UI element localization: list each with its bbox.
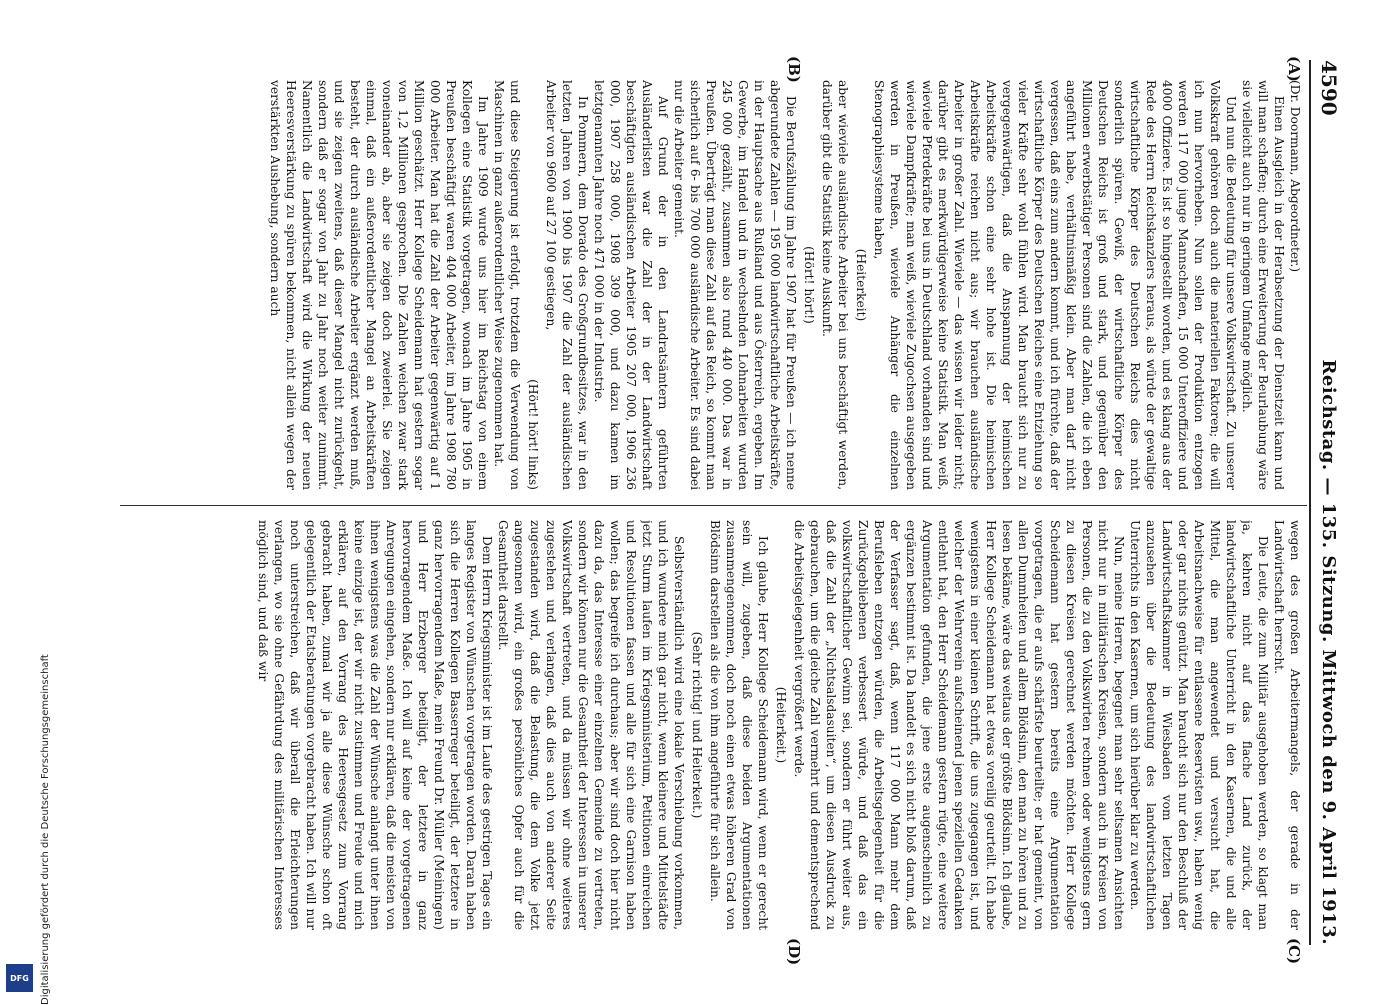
sidebar-credit-text: Digitalisierung gefördert durch die Deutsche Forschungsgemeinschaft [40, 654, 51, 1005]
paragraph: Nun, meine Herren, begegnet man sehr seltsamen Ansichten nicht nur in militärischen Kreisen, sondern auch in Kreisen von Personen, die zu den Volkswirten rechnen oder wenigstens gern zu diesen Kreisen gerechnet werden möchten. Herr Kollege Scheidemann hat gestern bereits eine Argumentation vorgetragen, die er aufs schärfste beurteilte; er hat gemeint, von allen Dummheiten und allem Blödsinn, den man zu hören und zu lesen bekäme, wäre das weitaus der größte Blödsinn. Ich glaube, Herr Kollege Scheidemann hat etwas voreilig geurteilt. Ich habe wenigstens in einer kleinen Schrift, die uns zugegangen ist, und welcher der Wehrverein aufscheinend jenen speziellen Gedanken entlehnt hat, den Herr Scheidemann gestern rügte, eine weitere Argumentation gefunden, die jene erste augenscheinlich zu ergänzen bestimmt ist. Da handelt es sich nicht bloß darum, daß der Verfasser sagt, daß, wenn 117 000 Mann mehr dem Berufsleben entzogen würden, die Arbeitsgelegenheit für die Zurückgebliebenen verbessert würde, und daß das ein volkswirtschaftlicher Gewinn sei, sondern er führt weiter aus, daß die Zahl der „Nichtsalsdasuiten“, um diesen Ausdruck zu gebrauchen, um die gleiche Zahl vermehrt und dementsprechend die Arbeitsgelegenheit vergrößert werde. [792, 520, 1126, 930]
paragraph: aber wieviele ausländische Arbeiter bei uns beschäftigt werden, darüber gibt die Statistik keine Auskunft. [820, 80, 850, 490]
paragraph: Die Leute, die zum Militär ausgehoben werden, so klagt man ja, kehren nicht auf das flache Land zurück, der landwirtschaftliche Unterricht in den Kasernen, die und alle Mittel, die man angewendet und versucht hat, die Arbeitsnachweise für entlassene Reservisten usw., haben wenig oder gar nichts genützt. Man braucht sich nur den Beschluß der Landwirtschaftskammer in Wiesbaden vom letzten Tagen anzusehen über die Bedeutung des landwirtschaftlichen Unterrichts in den Kasernen, um sich hierüber klar zu werden. [1128, 520, 1270, 930]
interjection: (Heiterkeit.) [774, 686, 788, 764]
right-column [120, 520, 1303, 930]
paragraph: Selbstverständlich wird eine lokale Verschiebung vorkommen, und ich wundere mich gar nicht, wenn kleinere und Mittelstädte jetzt Sturm laufen im Kriegsministerium, Petitionen einreichen und Resolutionen fassen und alle für sich eine Garnison haben wollen; das begreife ich durchaus; aber wir sind doch hier nicht dazu da, das Interesse einer einzelnen Gemeinde zu vertreten, sondern wir können nur die Gesamtheit der Interessen in unserer Volkswirtschaft vertreten, und da müssen wir ohne weiteres zugestehen und verlangen, daß dies auch von anderer Seite zugestanden wird, daß die Belastung, die dem Volke jetzt angesonnen wird, ein großes persönliches Opfer auch für die Gesamtheit darstellt. [496, 520, 686, 930]
paragraph: Und nun die Bedeutung für unsere Volkswirtschaft. Zu unserer Volkskraft gehören doch auch die materiellen Faktoren; die will ich nun hervorheben. Nun sollen der Produktion entzogen werden 117 000 junge Mannschaften, 15 000 Unteroffiziere und 4000 Offiziere. Es ist so hingestellt worden, und es klang aus der Rede des Herrn Reichskanzlers heraus, als würde der gewaltige wirtschaftliche Körper des Deutschen Reichs dies nicht sonderlich spüren. Gewiß, der wirtschaftliche Körper des Deutschen Reichs ist groß und stark, und gegenüber den Millionen erwerbstätiger Personen sind die Zahlen, die ich eben angeführt habe, verhältnismäßig klein. Aber man darf nicht vergessen, daß eins zum andern kommt, und ich fürchte, daß der wirtschaftliche Körper des Deutschen Reiches eine Entziehung so vieler Kräfte sehr wohl fühlen wird. Man braucht sich nur zu vergegenwärtigen, daß die Anspannung der heimischen Arbeitskräfte schon eine sehr hohe ist. Die heimischen Arbeitskräfte reichen nicht aus; wir brauchen ausländische Arbeiter in großer Zahl. Wieviele — das wissen wir leider nicht; darüber gibt es merkwürdigerweise keine Statistik. Man weiß, wieviele Pferdekräfte bei uns in Deutschland vorhanden sind und wieviele Dampfkräfte; man weiß, wieviele Zugochsen ausgegeben werden in Preußen, wieviele Anhänger die einzelnen Stenographiesysteme haben, [872, 80, 1238, 490]
paragraph: Dem Herrn Kriegsminister ist im Laufe des gestrigen Tages ein langes Register von Wünschen vorgetragen worden. Daran haben sich die Herren Kollegen Basserreger beteiligt, der letztere in ganz hervorragendem Maße, mein Freund Dr. Müller (Meiningen) und Herr Erzberger beteiligt, der letztere in ganz hervorragendem Maße. Ich will auf keine der vorgetragenen Anregungen eingehen, sondern nur erklären, daß die meisten von ihnen wenigstens was die Zahl der Wünsche anlangt unter ihnen keine einzige ist, der wir nicht zustimmen und Freude und mich erklären, auf den Vorrang des Heeresgesetz zum Vorrang gebracht haben, zumal wir ja alle diese Wünsche schon oft gelegentlich der Etatsberatungen vorgebracht haben. Ich will nur noch unterstreichen, daß wir überall die Erleichterungen verlangen, wo sie ohne Gefährdung des militärischen Interesses möglich sind, und daß wir [256, 520, 494, 930]
page-number: 4590 [1317, 60, 1341, 116]
margin-label-a: (A) [1285, 56, 1303, 82]
interjection: (Hört! hört! links) [526, 379, 540, 490]
header-rule [1309, 60, 1311, 945]
paragraph: Auf Grund der in den Landratsämtern geführten Ausländerlisten war die Zahl der in der Landwirtschaft beschäftigten ausländischen Arbeiter 1905 207 000, 1906 236 000, 1907 258 000, 1908 309 000, und dazu kamen im letztgenannten Jahre noch 471 000 in der Industrie. [592, 80, 670, 490]
margin-label-c: (C) [1285, 938, 1303, 965]
interjection: (Sehr richtig! und Heiterkeit.) [690, 631, 704, 819]
interjection: (Heiterkeit) [854, 248, 868, 322]
interjection: (Hört! hört!) [802, 246, 816, 324]
left-column [120, 80, 1303, 490]
margin-label-d: (D) [785, 938, 803, 966]
speaker-note: (Dr. Doormann, Abgeordneter.) [1288, 80, 1302, 273]
paragraph: In Pommern, dem Dorado des Großgrundbesitzes, war in den letzten Jahren von 1900 bis 1907 die Zahl der ausländischen Arbeiter von 9600 auf 27 100 gestiegen, [544, 80, 590, 490]
paragraph: Die Berufszählung im Jahre 1907 hat für Preußen — ich nenne abgerundete Zahlen — 195 000 landwirtschaftliche Arbeitskräfte, in der Hauptsache aus Rußland und aus Österreich, ergeben. Im Gewerbe, im Handel und in wechselnden Lohnarbeiten wurden 245 000 gezählt, zusammen also rund 440 000. Das war in Preußen. Überträgt man diese Zahl auf das Reich, so kommt man sicherlich auf 6- bis 700 000 ausländische Arbeiter. Es sind dabei nur die Arbeiter gemeint. [672, 80, 798, 490]
paragraph: und diese Steigerung ist erfolgt, trotzdem die Verwendung von Maschinen in ganz außerordentlicher Weise zugenommen hat. [492, 80, 522, 490]
paragraph: wegen des großen Arbeitermangels, der gerade in der Landwirtschaft herrscht. [1272, 520, 1302, 930]
running-title: Reichstag. — 135. Sitzung. Mittwoch den 9. April 1913. [1318, 359, 1340, 945]
paragraph: Einen Ausgleich in der Herabsetzung der Dienstzeit kann und will man schaffen; durch eine Erweiterung der Beurlaubung wäre sie vielleicht auch nur in geringem Umfange möglich. [1240, 80, 1286, 490]
paragraph: Ich glaube, Herr Kollege Scheidemann wird, wenn er gerecht sein will, zugeben, daß diese beiden Argumentationen zusammengenommen, doch noch einen etwas höheren Grad von Blödsinn darstellen als die von ihm angeführte für sich allein. [708, 520, 770, 930]
column-separator [120, 505, 1307, 506]
page-header [1313, 60, 1345, 945]
margin-label-b: (B) [785, 56, 803, 83]
dfg-logo: DFG [6, 964, 33, 992]
paragraph: Im Jahre 1909 wurde uns hier im Reichstag von einem Kollegen eine Statistik vorgetragen, wonach im Jahre 1905 in Preußen beschäftigt waren 404 000 Arbeiter, im Jahre 1908 780 000 Arbeiter. Man hat die Zahl der Arbeiter gegenwärtig auf 1 Million geschätzt. Herr Kollege Scheidemann hat gestern sogar von 1,2 Millionen gesprochen. Die Zahlen weichen zwar stark voneinander ab, aber sie zeigen doch zweierlei. Sie zeigen einmal, daß ein außerordentlicher Mangel an Arbeitskräften besteht, der durch ausländische Arbeiter ergänzt werden muß, und sie zeigen zweitens, daß dieser Mangel nicht zurückgeht, sondern daß er sogar von Jahr zu Jahr noch weiter zunimmt. Namentlich die Landwirtschaft wird die Wirkung der neuen Heeresverstärkung zu spüren bekommen, nicht allein wegen der verstärkten Aushebung, sondern auch [268, 80, 490, 490]
